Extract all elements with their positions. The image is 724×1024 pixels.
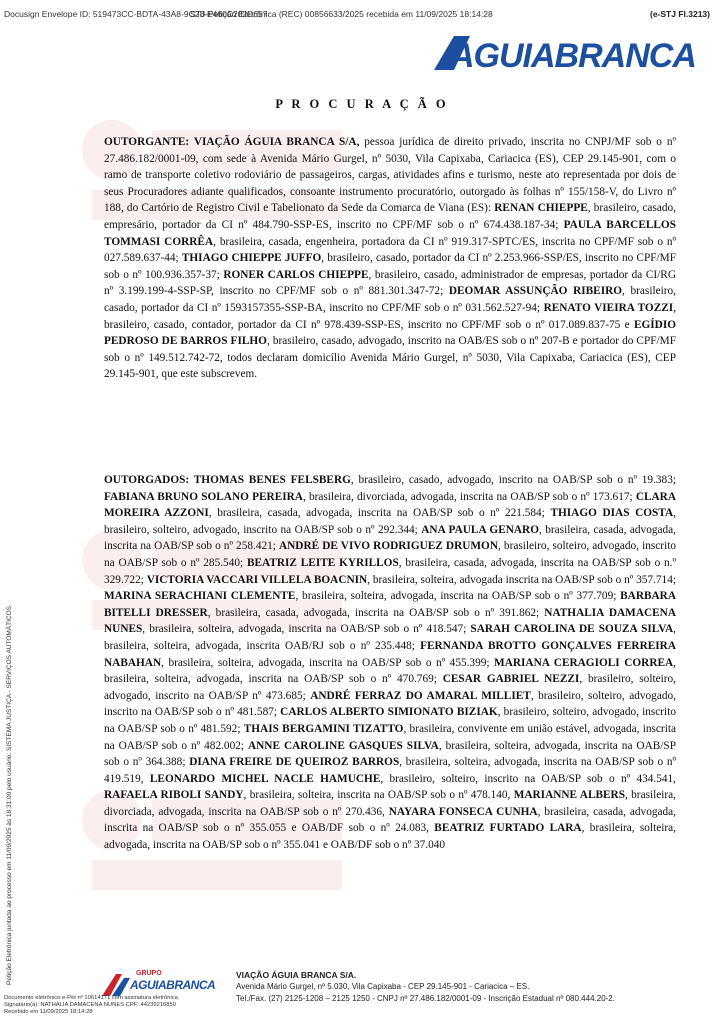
party-details: , brasileira, convivente em união estável, advogada, inscrita na OAB/SP sob o nº 482.002; (104, 722, 676, 752)
footer-company-name: VIAÇÃO ÁGUIA BRANCA S/A. (236, 970, 357, 980)
party-details: , brasileira, divorciada, advogada, inscrita na OAB/SP sob o nº 173.617; (302, 490, 636, 503)
party-name: RAFAELA RIBOLI SANDY (104, 789, 244, 802)
party-details: , brasileira, solteira, inscrita na OAB/SP sob o nº 478.140, (243, 789, 514, 802)
party-details: , brasileiro, solteiro, advogado, inscrito na OAB/SP sob o nº 481.592; (104, 706, 676, 735)
party-details: , brasileiro, casado, administrador de empresas, portador da CI/RG nº 3.199.199-4-SSP-SP, inscrito no CPF/MF sob o nº 881.301.347-72; (104, 268, 676, 298)
party-details: , brasileira, casada, advogada, inscrita na OAB/SP sob o nº 391.862; (207, 606, 545, 619)
party-name: ANNE CAROLINE GASQUES SILVA (247, 739, 439, 752)
signature-line-2: Signatário(a): NATHALIA DAMACENA NUNES CPF: 44239216850 (4, 1002, 176, 1008)
party-name: RENATO VIEIRA TOZZI (543, 301, 674, 314)
svg-text:AGUIABRANCA: AGUIABRANCA (450, 37, 696, 74)
party-name: EGÍDIO PEDROSO DE BARROS FILHO (104, 318, 676, 348)
party-name: VICTORIA VACCARI VILLELA BOACNIN (146, 573, 368, 586)
header-estj-page: (e-STJ Fl.3213) (650, 9, 710, 19)
party-details: , brasileiro, solteiro, advogado, inscrito na OAB/SP sob o nº 481.587; (104, 689, 676, 719)
party-name: LEONARDO MICHEL NACLE HAMUCHE (149, 772, 381, 785)
party-name: DEOMAR ASSUNÇÃO RIBEIRO (448, 285, 623, 298)
party-name: ANDRÉ FERRAZ DO AMARAL MILLIET (310, 689, 531, 702)
party-name: MARINA SERACHIANI CLEMENTE (104, 590, 296, 603)
outorgados-paragraph (104, 472, 676, 854)
party-name: RONER CARLOS CHIEPPE (223, 268, 369, 281)
party-details: , brasileira, casada, advogada, inscrita na OAB/SP sob o n.º 329.722; (104, 556, 676, 586)
party-details: , brasileiro, casado, empresário, portador da CI nº 484.790-SSP-ES, inscrito no CPF/MF sob o nº 674.438.187-34; (104, 202, 676, 231)
party-details: , brasileira, solteira, advogada, inscrita na OAB/SP sob o nº 364.388; (104, 739, 676, 769)
party-name: BARBARA BITELLI DRESSER (104, 590, 677, 619)
outorgante-paragraph (104, 134, 676, 383)
party-details: , brasileira, solteira, advogada, inscrita na OAB/SP sob o nº 455.399; (161, 656, 495, 669)
footer-address: Avenida Mário Gurgel, nº 5.030, Vila Capixaba - CEP 29.145-901 - Cariacica – ES. (236, 982, 530, 991)
party-details: , brasileira, casada, engenheira, portadora da CI nº 919.317-SPTC/ES, inscrita no CPF/MF sob o nº 027.589.637-44; (104, 235, 676, 265)
document-title: P R O C U R A Ç Ã O (275, 97, 449, 111)
party-name: MARIANA CERAGIOLI CORREA (494, 656, 674, 669)
party-name: FERNANDA BROTTO GONÇALVES FERREIRA NABAHAN (104, 639, 676, 669)
party-details: , brasileiro, solteiro, advogado, inscrito na OAB/SP nº 473.685; (104, 673, 676, 702)
party-details: , brasileiro, solteiro, advogado, inscrito na OAB/SP sob o nº 292.344; (104, 507, 676, 536)
party-name: FABIANA BRUNO SOLANO PEREIRA (104, 490, 303, 503)
party-details: , brasileira, solteira, advogada, inscrita na OAB/SP sob o nº 418.547; (142, 623, 471, 636)
party-name: ANA PAULA GENARO (421, 523, 539, 536)
party-name: RENAN CHIEPPE (494, 202, 588, 215)
party-name: ANDRÉ DE VIVO RODRIGUEZ DRUMON (278, 540, 499, 553)
party-name: THIAGO DIAS COSTA (550, 507, 674, 520)
party-name: CESAR GABRIEL NEZZI (442, 673, 580, 686)
header-docusign: Docusign Envelope ID: 519473CC-BDTA-43A8-9C28-E460C202D657 (4, 9, 268, 19)
footer-logo-brand: AGUIABRANCA (130, 978, 216, 992)
party-details: , brasileira, solteira, advogada, inscrita na OAB/SP sob o nº 355.041 e OAB/DF sob o nº 37.040 (104, 822, 676, 852)
party-details: , brasileira, solteira, advogada, inscrita na OAB/SP sob o nº 377.709; (295, 590, 621, 603)
footer-contact: Tel./Fax. (27) 2125-1208 – 2125 1250 - CNPJ nº 27.486.182/0001-09 - Inscrição Estadual nº 080.444.20-2. (236, 994, 615, 1003)
party-name: PAULA BARCELLOS TOMMASI CORRÊA (104, 218, 676, 248)
party-name: CLARA MOREIRA AZZONI (104, 490, 676, 520)
party-name: MARIANNE ALBERS (513, 789, 625, 802)
party-details: , brasileira, solteira, advogada, inscrita OAB/RJ sob o nº 235.448; (104, 623, 676, 652)
party-details: , brasileira, casada, advogada, inscrita na OAB/SP sob o nº 355.055 e OAB/DF sob o nº 24.083, (104, 805, 676, 835)
party-details: , brasileira, casada, advogada, inscrita na OAB/SP sob o nº 258.421; (104, 523, 676, 553)
party-details: pessoa jurídica de direito privado, inscrita no CNPJ/MF sob o nº 27.486.182/0001-09, com sede à Avenida Mário Gurgel, nº 5030, Vila Capixaba, Cariacica (ES), CEP 29.145-901, com o ramo de transporte coletivo rodoviário de passageiros, cargas, atividades afins e turismo, neste ato representada por dois de seus Procuradores adiante qualificados, consoante instrumento procuratório, outorgado às folhas nº 155/158-V, do Livro nº 188, do Cartório de Registro Civil e Tabelionato da Sede da Comarca de Viana (ES): (104, 136, 676, 215)
signature-line-3: Recebido em 11/09/2025 18:14:28 (4, 1009, 93, 1015)
party-name: SARAH CAROLINA DE SOUZA SILVA (470, 623, 674, 636)
party-details: , brasileiro, casado, contador, portador da CI nº 978.439-SSP-ES, inscrito no CPF/MF sob o nº 017.089.837-75 e (104, 301, 677, 331)
party-details: , brasileiro, casado, portador da CI nº 1593157355-SSP-BA, inscrito no CPF/MF sob o nº 031.562.527-94; (104, 285, 676, 314)
party-details: , brasileira, divorciada, advogada, inscrita na OAB/SP sob o nº 270.436, (104, 789, 677, 818)
footer-logo-grupo: GRUPO (136, 970, 162, 977)
party-details: , brasileiro, solteiro, inscrito na OAB/SP sob o nº 434.541, (380, 772, 676, 785)
party-details: , brasileiro, casado, portador da CI nº 2.253.966-SSP/ES, inscrito no CPF/MF sob o nº 100.936.357-37; (104, 252, 676, 281)
party-details: , brasileira, casada, advogada, inscrita na OAB/SP sob o nº 221.584; (208, 507, 551, 520)
party-name: BEATRIZ FURTADO LARA (434, 822, 582, 835)
party-name: CARLOS ALBERTO SIMIONATO BIZIAK (280, 706, 498, 719)
party-details: , brasileira, solteira, advogada, inscrita na OAB/SP sob o nº 419.519, (104, 756, 676, 785)
party-name: NAYARA FONSECA CUNHA (388, 805, 538, 818)
party-name: THIAGO CHIEPPE JUFFO (181, 252, 322, 265)
party-details: , brasileira, solteira, advogada inscrita na OAB/SP sob o nº 357.714; (367, 573, 676, 586)
header-receipt: STJ-Petição Eletrônica (REC) 00856633/2025 recebida em 11/09/2025 18:14:28 (190, 9, 493, 19)
party-name: OUTORGADOS: THOMAS BENES FELSBERG (104, 474, 351, 486)
party-name: BEATRIZ LEITE KYRILLOS (246, 556, 399, 569)
signature-line-1: Documento eletrônico e-Pet nº 10614171 com assinatura eletrônica (4, 995, 178, 1001)
party-name: THAIS BERGAMINI TIZATTO (243, 722, 404, 735)
electronic-signature-info (4, 995, 264, 1016)
party-details: , brasileiro, casado, advogado, inscrito na OAB/ES sob o nº 207-B e portador do CPF/MF sob o nº 149.512.742-72, todos declaram domicílio Avenida Mário Gurgel, nº 5030, Vila Capixaba, Cariacica (ES), CEP 29.145-901, que este subscrevem. (104, 335, 676, 381)
party-name: OUTORGANTE: VIAÇÃO ÁGUIA BRANCA S/A, (104, 136, 360, 148)
party-name: DIANA FREIRE DE QUEIROZ BARROS (189, 756, 400, 769)
party-name: NATHALIA DAMACENA NUNES (104, 606, 677, 636)
aguia-branca-logo (426, 32, 696, 74)
party-details: , brasileira, solteira, advogada, inscrita na OAB/SP sob o nº 470.769; (104, 656, 676, 686)
party-details: , brasileiro, casado, advogado, inscrito na OAB/SP sob o nº 19.383; (350, 474, 676, 486)
party-details: , brasileiro, solteiro, advogado, inscrito na OAB/SP sob o nº 285.540; (104, 540, 676, 569)
side-note: Petição Eletrônica juntada ao processo em 11/09/2025 às 18:31:00 pelo usuário: SISTEMA JUSTIÇA - SERVIÇOS AUTOMÁTICOS (6, 606, 13, 985)
footer-company-info (236, 969, 706, 1005)
